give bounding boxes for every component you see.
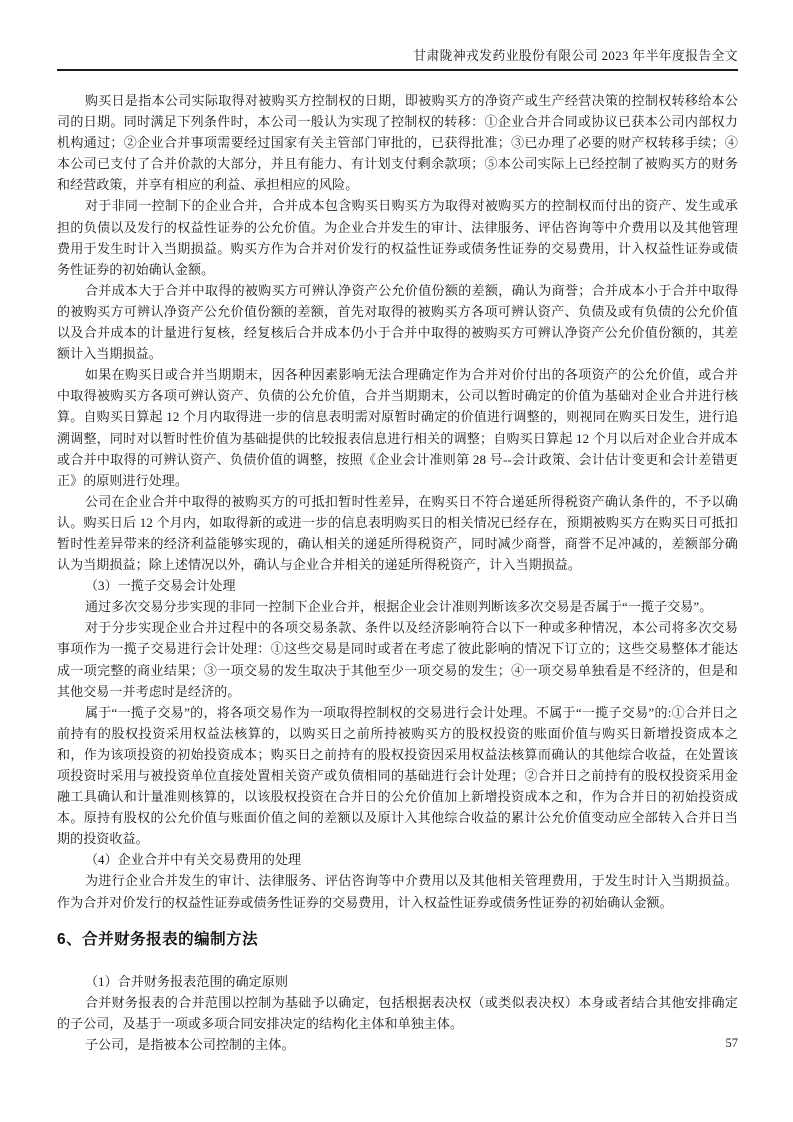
paragraph-purchase-date: 购买日是指本公司实际取得对被购买方控制权的日期，即被购买方的净资产或生产经营决策的控制权转移给本公司的日期。同时满足下列条件时，本公司一般认为实现了控制权的转移：①企业合并合同或协议已获本公司内部权力机构通过；②企业合并事项需要经过国家有关主管部门审批的，已获得批准；③已办理了必要的财产权转移手续；④本公司已支付了合并价款的大部分，并且有能力、有计划支付剩余款项；⑤本公司实际上已经控制了被购买方的财务和经营政策，并享有相应的利益、承担相应的风险。 (57, 93, 738, 193)
page-header (57, 48, 738, 71)
subheading-scope-principle: （1）合并财务报表范围的确定原则 (84, 973, 289, 989)
paragraph-subsidiary-def: 子公司，是指被本公司控制的主体。 (84, 1036, 295, 1052)
paragraph-deferred-tax: 公司在企业合并中取得的被购买方的可抵扣暂时性差异，在购买日不符合递延所得税资产确认条件的，不予以确认。购买日后 12 个月内，如取得新的或进一步的信息表明购买日的相关情况已经存在，预期被购买方在购买日可抵扣暂时性差异带来的经济利益能够实现的，确认相关的递延所得税资产，同时减少商誉，商誉不足冲减的，差额部分确认为当期损益；除上述情况以外，确认与企业合并相关的递延所得税资产，计入当期损益。 (57, 493, 738, 573)
paragraph-non-common-control: 对于非同一控制下的企业合并，合并成本包含购买日购买方为取得对被购买方的控制权而付出的资产、发生或承担的负债以及发行的权益性证券的公允价值。为企业合并发生的审计、法律服务、评估咨询等中介费用以及其他管理费用于发生时计入当期损益。购买方作为合并对价发行的权益性证券或债务性证券的交易费用，计入权益性证券或债务性证券的初始确认金额。 (57, 198, 738, 277)
paragraph-multi-step: 通过多次交易分步实现的非同一控制下企业合并，根据企业会计准则判断该多次交易是否属于“一揽子交易”。 (84, 599, 713, 615)
subheading-package-deal: （3）一揽子交易会计处理 (84, 578, 236, 594)
subheading-transaction-fees: （4）企业合并中有关交易费用的处理 (84, 852, 302, 868)
paragraph-fees-treatment: 为进行企业合并发生的审计、法律服务、评估咨询等中介费用以及其他相关管理费用，于发生时计入当期损益。作为合并对价发行的权益性证券或债务性证券的交易费用，计入权益性证券或债务性证券的初始确认金额。 (57, 873, 738, 910)
paragraph-scope-basis: 合并财务报表的合并范围以控制为基础予以确定，包括根据表决权（或类似表决权）本身或者结合其他安排确定的子公司，及基于一项或多项合同安排决定的结构化主体和单独主体。 (57, 994, 738, 1031)
paragraph-package-criteria: 对于分步实现企业合并过程中的各项交易条款、条件以及经济影响符合以下一种或多种情况，本公司将多次交易事项作为一揽子交易进行会计处理：①这些交易是同时或者在考虑了彼此影响的情况下订立的；这些交易整体才能达成一项完整的商业结果；③一项交易的发生取决于其他至少一项交易的发生；④一项交易单独看是不经济的，但是和其他交易一并考虑时是经济的。 (57, 620, 738, 699)
section-heading-consolidated-statements: 6、合并财务报表的编制方法 (57, 930, 259, 948)
header-title: 甘肃陇神戎发药业股份有限公司 2023 年半年度报告全文 (413, 49, 738, 63)
paragraph-goodwill: 合并成本大于合并中取得的被购买方可辨认净资产公允价值份额的差额，确认为商誉；合并成本小于合并中取得的被购买方可辨认净资产公允价值份额的差额，首先对取得的被购买方各项可辨认资产、负债及或有负债的公允价值以及合并成本的计量进行复核，经复核后合并成本仍小于合并中取得的被购买方可辨认净资产公允价值份额的，其差额计入当期损益。 (57, 282, 738, 362)
document-body (57, 90, 738, 1055)
page-footer (726, 1036, 739, 1051)
paragraph-provisional-value: 如果在购买日或合并当期期末，因各种因素影响无法合理确定作为合并对价付出的各项资产的公允价值，或合并中取得被购买方各项可辨认资产、负债的公允价值，合并当期期末，公司以暂时确定的价值为基础对企业合并进行核算。自购买日算起 12 个月内取得进一步的信息表明需对原暂时确定的价值进行调整的，则视同在购买日发生，进行追溯调整，同时对以暂时性价值为基础提供的比较报表信息进行相关的调整；自购买日算起 12 个月以后对企业合并成本或合并中取得的可辨认资产、负债价值的调整，按照《企业会计准则第 28 号--会计政策、会计估计变更和会计差错更正》的原则进行处理。 (57, 367, 738, 488)
page-number: 57 (725, 1036, 738, 1050)
paragraph-package-treatment: 属于“一揽子交易”的，将各项交易作为一项取得控制权的交易进行会计处理。不属于“一揽子交易”的:①合并日之前持有的股权投资采用权益法核算的，以购买日之前所持被购买方的股权投资的账面价值与购买日新增投资成本之和，作为该项投资的初始投资成本；购买日之前持有的股权投资因采用权益法核算而确认的其他综合收益，在处置该项投资时采用与被投资单位直接处置相关资产或负债相同的基础进行会计处理；②合并日之前持有的股权投资采用金融工具确认和计量准则核算的，以该股权投资在合并日的公允价值加上新增投资成本之和，作为合并日的初始投资成本。原持有股权的公允价值与账面价值之间的差额以及原计入其他综合收益的累计公允价值变动应全部转入合并日当期的投资收益。 (57, 704, 738, 847)
